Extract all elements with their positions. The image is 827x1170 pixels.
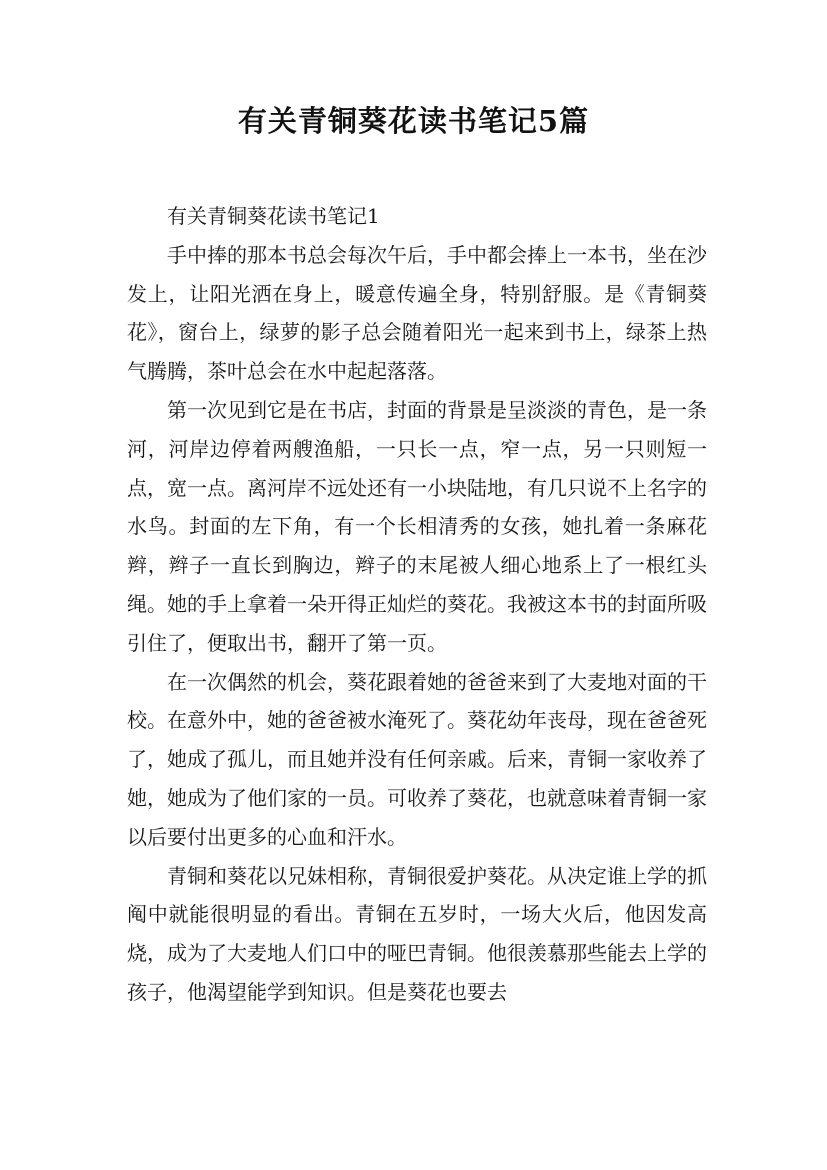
paragraph-2: 第一次见到它是在书店，封面的背景是呈淡淡的青色，是一条河，河岸边停着两艘渔船，一只长一点，窄一点，另一只则短一点，宽一点。离河岸不远处还有一小块陆地，有几只说不上名字的水鸟。封面的左下角，有一个长相清秀的女孩，她扎着一条麻花辫，辫子一直长到胸边，辫子的末尾被人细心地系上了一根红头绳。她的手上拿着一朵开得正灿烂的葵花。我被这本书的封面所吸引住了，便取出书，翻开了第一页。 bbox=[127, 397, 707, 655]
section-heading: 有关青铜葵花读书笔记1 bbox=[167, 204, 380, 228]
paragraph-1: 手中捧的那本书总会每次午后，手中都会捧上一本书，坐在沙发上，让阳光洒在身上，暖意传遍全身，特别舒服。是《青铜葵花》，窗台上，绿萝的影子总会随着阳光一起来到书上，绿茶上热气腾腾，茶叶总会在水中起起落落。 bbox=[127, 242, 707, 384]
paragraph-4: 青铜和葵花以兄妹相称，青铜很爱护葵花。从决定谁上学的抓阄中就能很明显的看出。青铜在五岁时，一场大火后，他因发高烧，成为了大麦地人们口中的哑巴青铜。他很羡慕那些能去上学的孩子，他渴望能学到知识。但是葵花也要去 bbox=[127, 863, 707, 1004]
document-body bbox=[127, 197, 707, 1012]
document-title: 有关青铜葵花读书笔记5篇 bbox=[237, 104, 590, 138]
paragraph-3: 在一次偶然的机会，葵花跟着她的爸爸来到了大麦地对面的干校。在意外中，她的爸爸被水淹死了。葵花幼年丧母，现在爸爸死了，她成了孤儿，而且她并没有任何亲戚。后来，青铜一家收养了她，她成为了他们家的一员。可收养了葵花，也就意味着青铜一家以后要付出更多的心血和汗水。 bbox=[127, 669, 707, 849]
